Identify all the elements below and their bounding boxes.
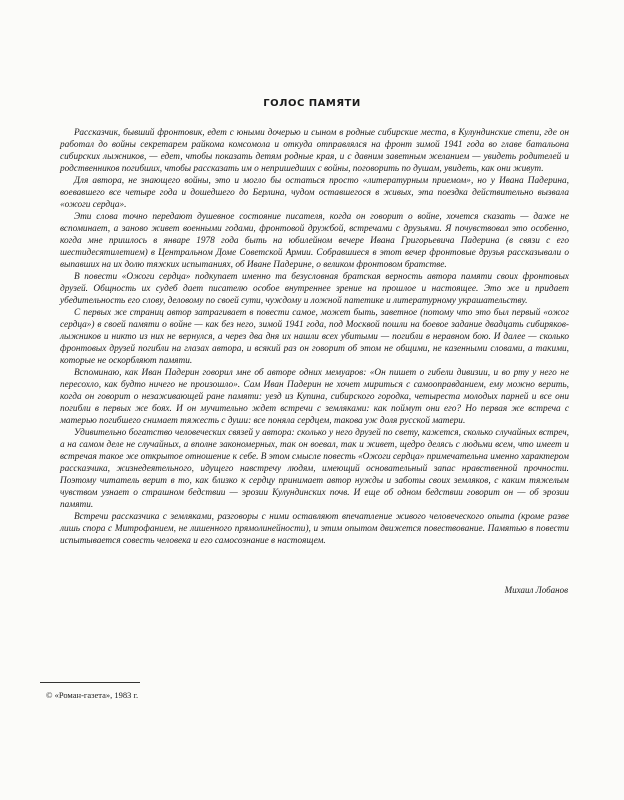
article-title: ГОЛОС ПАМЯТИ (263, 98, 361, 109)
author-signature: Михаил Лобанов (504, 585, 568, 595)
paragraph: Удивительно богатство человеческих связей у автора: сколько у него друзей по свету, кажется, сколько случайных встреч, а на самом деле не случайных, а вполне закономерных, так он воевал, так и живет, щедро делясь с людьми всем, что имеет и встречая такое же открытое отношение к себе. В этом смысле повесть «Ожоги сердца» примечательна именно характером рассказчика, жизнедеятельного, идущего навстречу людям, имеющий основательный запас нравственной прочности. Поэтому читатель верит в то, как близко к сердцу принимает автор нужды и заботы своих земляков, с каким тяжелым чувством узнает о страшном бедствии — эрозии Кулундинских почв. И еще об одном бедствии говорит он — об эрозии памяти. (60, 428, 569, 510)
paragraph: Эти слова точно передают душевное состояние писателя, когда он говорит о войне, хочется сказать — даже не вспоминает, а заново живет военными годами, фронтовой дружбой, встречами с друзьями. Я почувствовал это особенно, когда мне пришлось в январе 1978 года быть на юбилейном вечере Ивана Григорьевича Падерина (в связи с его шестидесятилетием) в Центральном Доме Советской Армии. Собравшиеся в этот вечер фронтовые друзья рассказывали о выпавших на их долю тяжких испытаниях, об Иване Падерине, о великом фронтовом братстве. (60, 212, 569, 270)
paragraph: Рассказчик, бывший фронтовик, едет с юными дочерью и сыном в родные сибирские места, в Кулундинские степи, где он работал до войны секретарем райкома комсомола и откуда отправлялся на фронт зимой 1941 года во главе батальона сибирских лыжников, — едет, чтобы показать детям родные края, и с давним заветным желанием — увидеть родителей и родственников погибших, чтобы рассказать им о непришедших с войны, поговорить по душам, увидеть, как они живут. (60, 128, 569, 174)
article-body (60, 127, 569, 547)
paragraph: Вспоминаю, как Иван Падерин говорил мне об авторе одних мемуаров: «Он пишет о гибели дивизии, и во рту у него не пересохло, как будто ничего не произошло». Сам Иван Падерин не хочет мириться с самооправданием, ему можно верить, когда он говорит о незаживающей ране памяти: уезд из Купина, сибирского городка, четыреста молодых парней и все они погибли в первых же боях. И он мучительно ждет встречи с земляками: как поймут они его? Но первая же встреча с матерью погибшего снимает тяжесть с души: все поняла сердцем, такова уж доля русской матери. (60, 368, 569, 426)
paragraph: С первых же страниц автор затрагивает в повести самое, может быть, заветное (потому что это был первый «ожог сердца») в своей памяти о войне — как без него, зимой 1941 года, под Москвой пошли на боевое задание двадцать сибиряков-лыжников и никто из них не вернулся, а через два дня их нашли всех убитыми — погибли в неравном бою. И далее — сколько фронтовых друзей погибли на глазах автора, и всякий раз он говорит об этом не общими, не казенными словами, а такими, которые не оскорбляют памяти. (60, 308, 569, 366)
paragraph: Для автора, не знающего войны, это и могло бы остаться просто «литературным приемом», но у Ивана Падерина, воевавшего все четыре года и дошедшего до Берлина, чудом оставшегося в живых, эта поездка действительно вызвала «ожоги сердца». (60, 176, 569, 210)
footnote-divider (40, 682, 140, 683)
paragraph: В повести «Ожоги сердца» подкупает именно та безусловная братская верность автора памяти своих фронтовых друзей. Общность их судеб дает писателю особое внутреннее зрение на прошлое и настоящее. Это же и придает убедительность его слову, деловому по своей сути, чуждому и ложной патетике и литературному украшательству. (60, 272, 569, 306)
paragraph: Встречи рассказчика с земляками, разговоры с ними оставляют впечатление живого человеческого опыта (кроме разве лишь спора с Митрофанием, не лишенного прямолинейности), и этим опытом движется повествование. Памятью в повести испытывается совесть человека и его самосознание в настоящем. (60, 512, 569, 546)
copyright-note: © «Роман-газета», 1983 г. (46, 690, 139, 700)
